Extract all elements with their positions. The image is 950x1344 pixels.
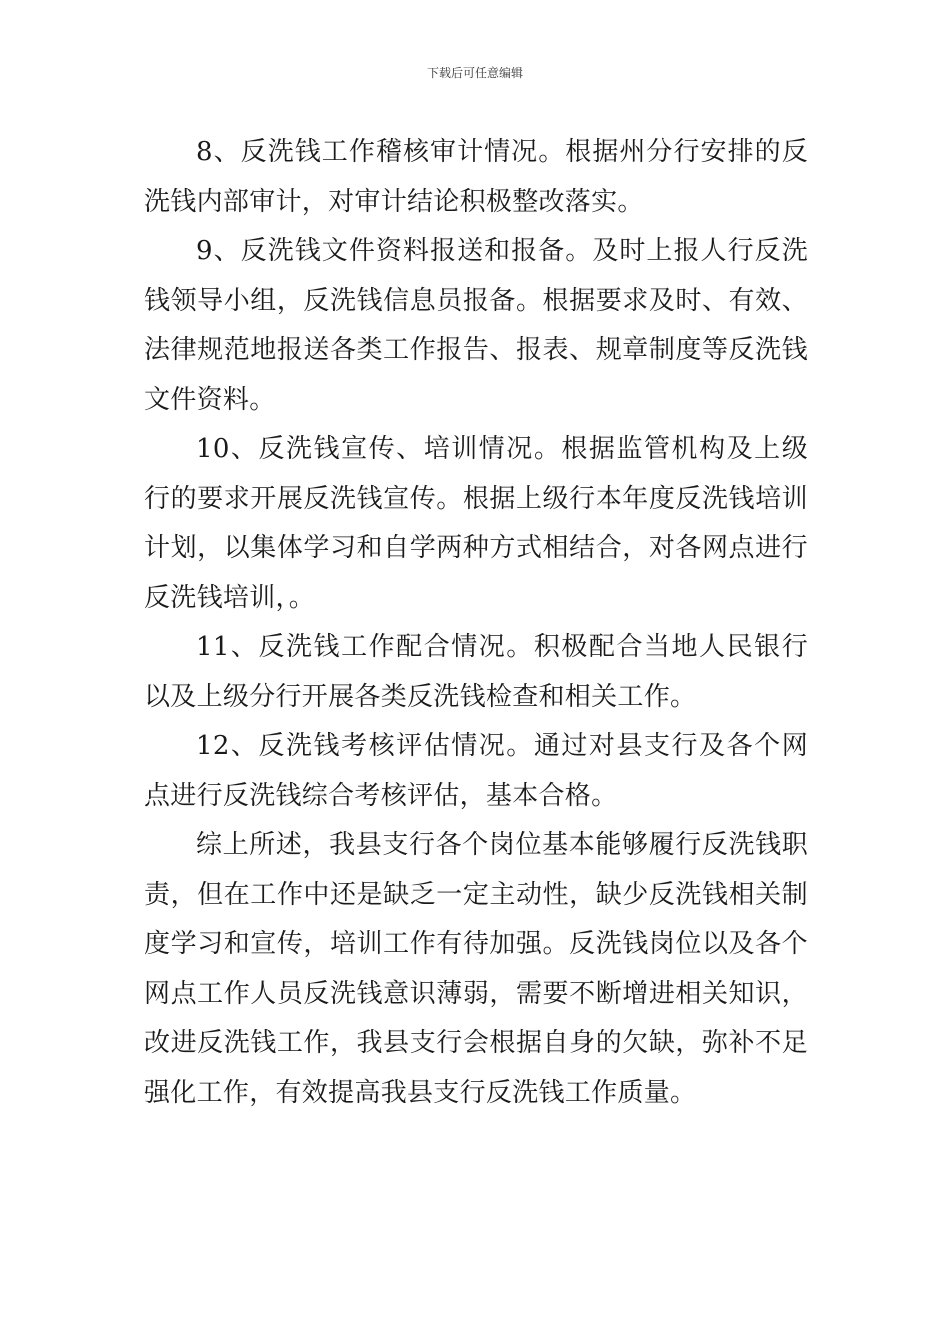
paragraph-summary: 综上所述，我县支行各个岗位基本能够履行反洗钱职责，但在工作中还是缺乏一定主动性，缺少反洗钱相关制度学习和宣传，培训工作有待加强。反洗钱岗位以及各个网点工作人员反洗钱意识薄弱，需要不断增进相关知识，改进反洗钱工作，我县支行会根据自身的欠缺，弥补不足强化工作，有效提高我县支行反洗钱工作质量。	[144, 830, 808, 1108]
document-body	[144, 128, 808, 1118]
paragraph-assessment: 12、反洗钱考核评估情况。通过对县支行及各个网点进行反洗钱综合考核评估，基本合格。	[144, 731, 808, 811]
paragraph-audit: 8、反洗钱工作稽核审计情况。根据州分行安排的反洗钱内部审计，对审计结论积极整改落实。	[144, 137, 808, 217]
page-header: 下载后可任意编辑	[426, 66, 523, 80]
paragraph-filing: 9、反洗钱文件资料报送和报备。及时上报人行反洗钱领导小组，反洗钱信息员报备。根据要求及时、有效、法律规范地报送各类工作报告、报表、规章制度等反洗钱文件资料。	[144, 236, 808, 415]
paragraph-cooperation: 11、反洗钱工作配合情况。积极配合当地人民银行以及上级分行开展各类反洗钱检查和相关工作。	[144, 632, 808, 712]
paragraph-training: 10、反洗钱宣传、培训情况。根据监管机构及上级行的要求开展反洗钱宣传。根据上级行本年度反洗钱培训计划，以集体学习和自学两种方式相结合，对各网点进行反洗钱培训，。	[144, 434, 808, 613]
